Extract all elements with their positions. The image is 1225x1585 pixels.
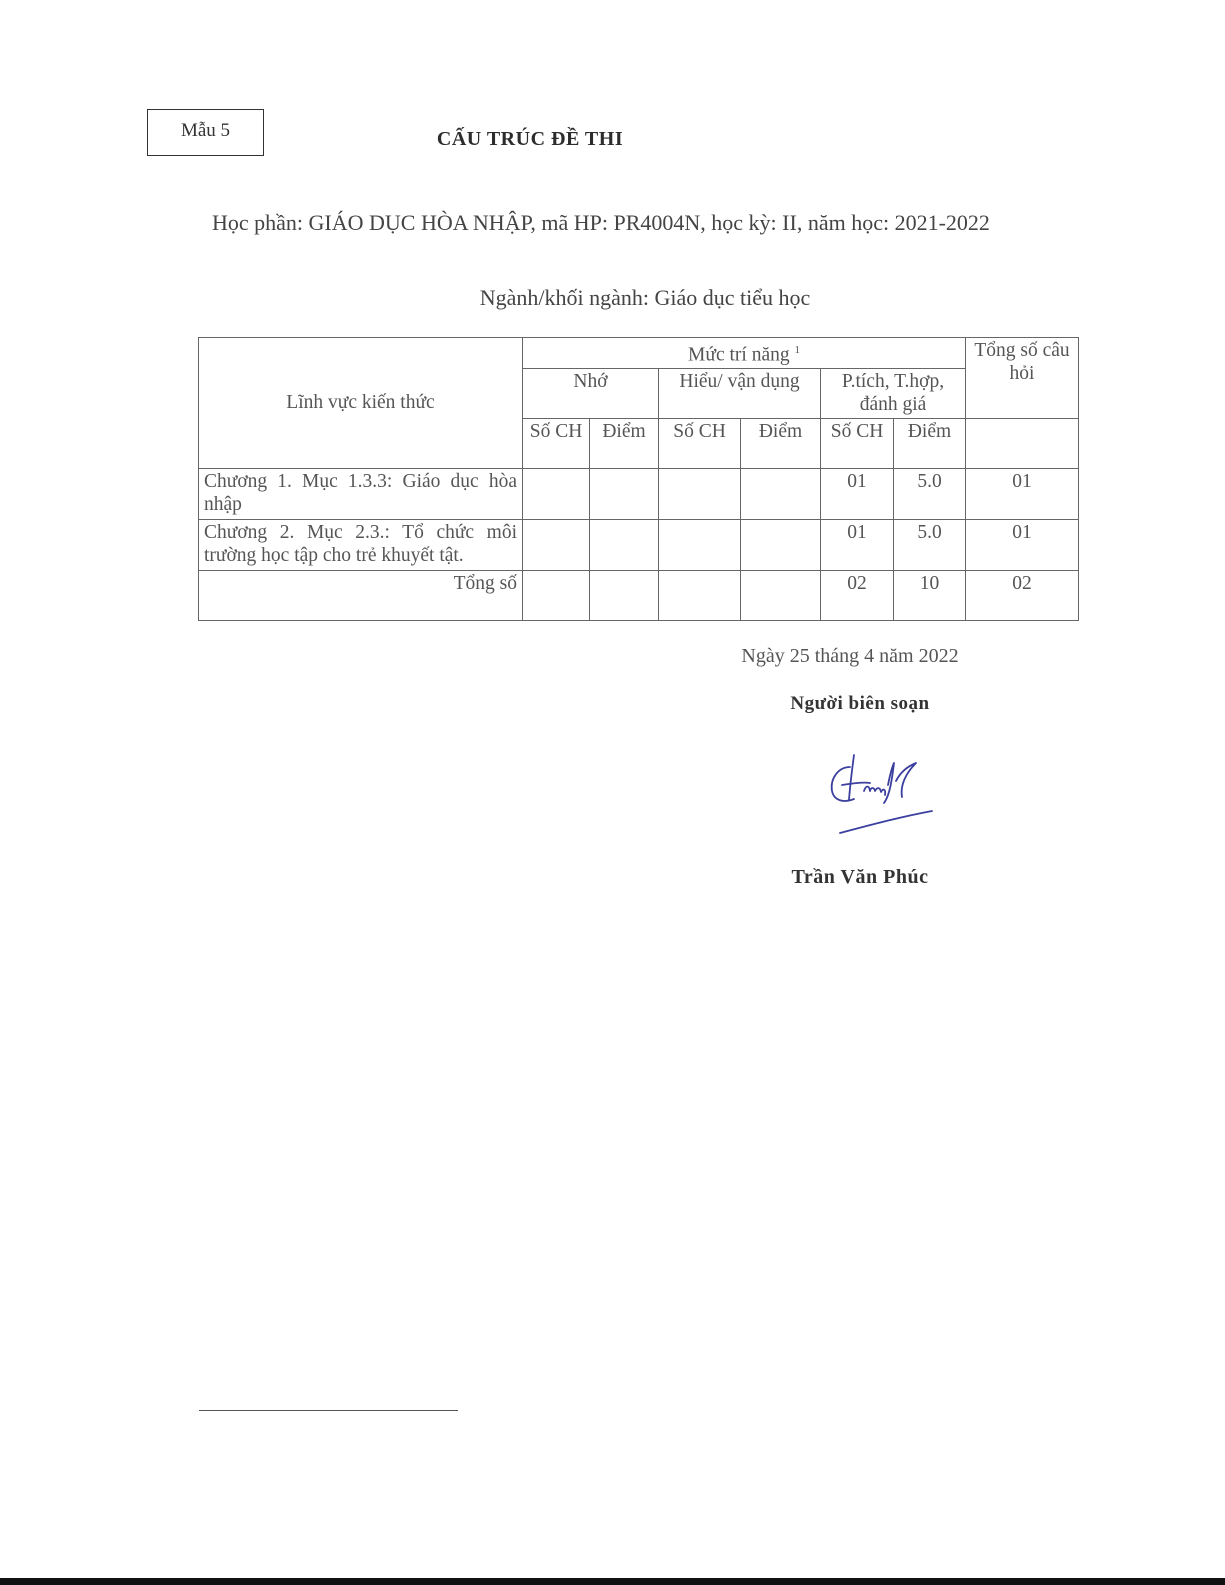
sum-total: 02 — [966, 570, 1079, 620]
signature-image — [820, 745, 950, 840]
subheader-apply-count: Số CH — [659, 418, 741, 468]
sum-row-label: Tổng số — [199, 570, 523, 620]
cell-empty — [659, 570, 741, 620]
date-line: Ngày 25 tháng 4 năm 2022 — [741, 645, 959, 667]
signer-name: Trần Văn Phúc — [791, 866, 929, 888]
cell-empty — [523, 519, 590, 570]
header-level-apply: Hiểu/ vận dụng — [659, 368, 821, 418]
cell-empty — [590, 519, 659, 570]
cell-analyze-count: 01 — [821, 519, 894, 570]
cell-empty — [590, 570, 659, 620]
footnote-mark: 1 — [794, 344, 800, 356]
subheader-analyze-score: Điểm — [894, 418, 966, 468]
table-row — [199, 519, 1079, 570]
cell-empty — [659, 519, 741, 570]
subheader-remember-score: Điểm — [590, 418, 659, 468]
row-label: Chương 2. Mục 2.3.: Tổ chức môi trường học tập cho trẻ khuyết tật. — [199, 519, 523, 570]
cell-empty — [741, 519, 821, 570]
sum-analyze-score: 10 — [894, 570, 966, 620]
cell-empty — [523, 468, 590, 519]
header-total-questions: Tổng số câu hỏi — [966, 338, 1079, 419]
signature-strokes — [832, 755, 932, 833]
cell-empty — [741, 570, 821, 620]
header-level-remember: Nhớ — [523, 368, 659, 418]
subheader-total-empty — [966, 418, 1079, 468]
exam-structure-table — [198, 337, 1079, 621]
form-number-box: Mẫu 5 — [147, 109, 264, 156]
scan-bottom-edge — [0, 1578, 1225, 1585]
subheader-remember-count: Số CH — [523, 418, 590, 468]
footnote-divider — [199, 1410, 458, 1411]
signer-label: Người biên soạn — [790, 693, 930, 714]
document-title: CẤU TRÚC ĐỀ THI — [436, 128, 624, 150]
major-info: Ngành/khối ngành: Giáo dục tiểu học — [479, 285, 811, 310]
cell-total: 01 — [966, 468, 1079, 519]
cell-total: 01 — [966, 519, 1079, 570]
header-knowledge-area: Lĩnh vực kiến thức — [199, 338, 523, 469]
cell-analyze-count: 01 — [821, 468, 894, 519]
header-level-analyze: P.tích, T.hợp, đánh giá — [821, 368, 966, 418]
subheader-apply-score: Điểm — [741, 418, 821, 468]
cell-empty — [590, 468, 659, 519]
table-row — [199, 468, 1079, 519]
cell-empty — [523, 570, 590, 620]
cell-analyze-score: 5.0 — [894, 519, 966, 570]
header-skill-level-text: Mức trí năng — [688, 344, 790, 366]
cell-empty — [659, 468, 741, 519]
header-skill-level — [523, 338, 966, 369]
cell-empty — [741, 468, 821, 519]
subheader-analyze-count: Số CH — [821, 418, 894, 468]
row-label: Chương 1. Mục 1.3.3: Giáo dục hòa nhập — [199, 468, 523, 519]
sum-analyze-count: 02 — [821, 570, 894, 620]
cell-analyze-score: 5.0 — [894, 468, 966, 519]
course-info: Học phần: GIÁO DỤC HÒA NHẬP, mã HP: PR4004N, học kỳ: II, năm học: 2021-2022 — [212, 210, 990, 235]
table-sum-row — [199, 570, 1079, 620]
